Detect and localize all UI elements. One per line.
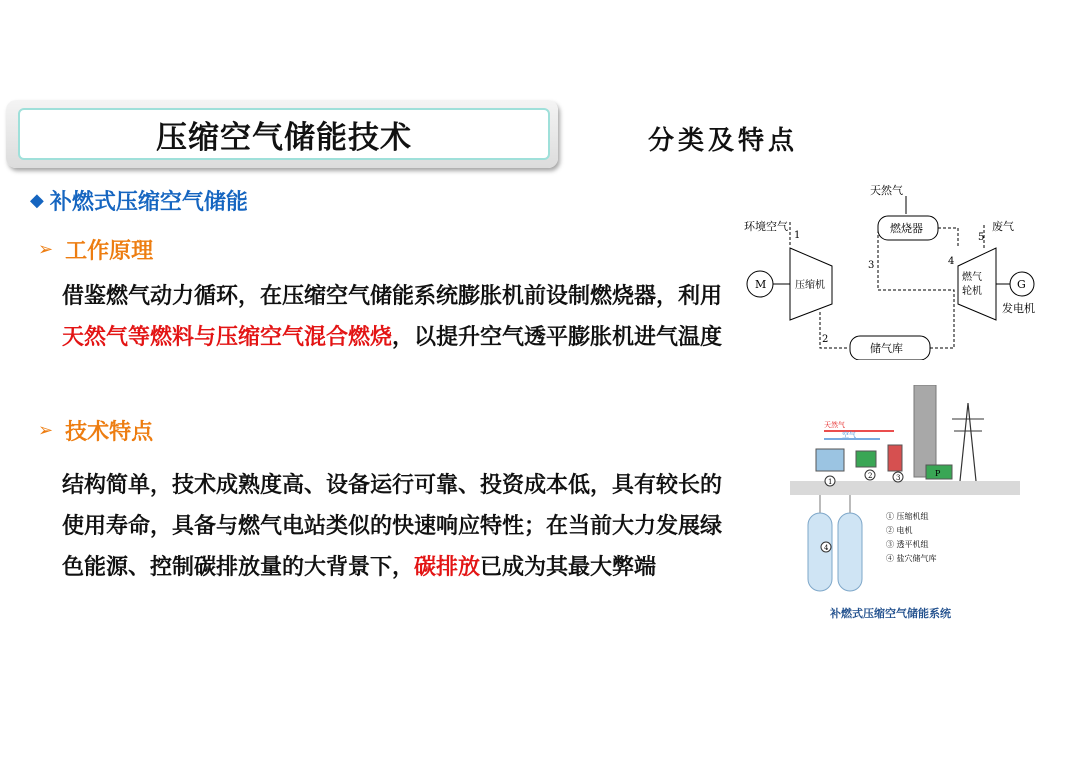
principle-text-part-1: 借鉴燃气动力循环，在压缩空气储能系统膨胀机前设制燃烧器，利用 xyxy=(62,284,723,309)
page-subtitle: 分类及特点 xyxy=(648,126,799,156)
flow-number-3: 3 xyxy=(868,260,875,271)
flow-number-1: 1 xyxy=(794,230,801,241)
marker-3-label: 3 xyxy=(896,474,901,482)
plant-illustration xyxy=(790,385,1020,625)
natural-gas-label: 天然气 xyxy=(870,184,903,197)
gas-pipe-label: 天然气 xyxy=(824,421,845,429)
legend-item-1: ① 压缩机组 xyxy=(886,512,929,521)
principle-heading-label: 工作原理 xyxy=(65,239,154,264)
power-tower xyxy=(960,403,976,481)
compressor-unit xyxy=(816,449,844,471)
compressor-label: 压缩机 xyxy=(795,280,825,291)
features-text-part-2: 已成为其最大弊端 xyxy=(480,555,657,580)
flow-number-5: 5 xyxy=(978,232,985,243)
features-highlight: 碳排放 xyxy=(414,555,481,580)
burner-turbine-line xyxy=(938,228,958,246)
storage-burner-line xyxy=(878,228,954,348)
flow-number-4: 4 xyxy=(948,256,955,267)
turbine-label-2: 轮机 xyxy=(962,286,982,297)
features-text-part-1: 结构简单，技术成熟度高、设备运行可靠、投资成本低，具有较长的使用寿命，具备与燃气电站类似的快速响应特性；在当前大力发展绿色能源、控制碳排放量的大背景下， xyxy=(62,473,723,580)
generator-label: 发电机 xyxy=(1002,302,1035,315)
ambient-air-label: 环境空气 xyxy=(744,220,788,233)
diamond-bullet-icon: ◆ xyxy=(30,190,44,211)
exhaust-label: 废气 xyxy=(992,220,1014,233)
marker-2-label: 2 xyxy=(868,472,873,480)
features-text xyxy=(62,465,732,588)
chimney xyxy=(914,385,936,477)
transformer-label: P xyxy=(935,469,941,478)
turbine-label-1: 燃气 xyxy=(962,272,982,283)
air-pipe-label: 空气 xyxy=(842,431,856,439)
legend-item-3: ③ 透平机组 xyxy=(886,540,929,549)
generator-symbol: G xyxy=(1017,278,1026,291)
ground-surface xyxy=(790,481,1020,495)
flow-number-2: 2 xyxy=(822,334,829,345)
principle-text-part-2: ，以提升空气透平膨胀机进气温度 xyxy=(392,325,723,350)
motor-symbol: M xyxy=(755,278,767,291)
principle-text xyxy=(62,276,732,358)
turbine-shape xyxy=(958,248,996,320)
features-heading xyxy=(38,415,153,446)
burner-label: 燃烧器 xyxy=(890,222,923,235)
turbine-unit xyxy=(888,445,902,471)
plant-caption: 补燃式压缩空气储能系统 xyxy=(830,607,951,620)
section-title: 补燃式压缩空气储能 xyxy=(49,190,248,215)
cycle-schematic xyxy=(744,180,1050,360)
salt-cavern-2 xyxy=(838,513,862,591)
salt-cavern-1 xyxy=(808,513,832,591)
principle-highlight: 天然气等燃料与压缩空气混合燃烧 xyxy=(62,325,393,350)
marker-1-label: 1 xyxy=(828,478,833,486)
motor-unit xyxy=(856,451,876,467)
marker-4-label: 4 xyxy=(824,544,829,552)
principle-heading xyxy=(38,234,153,265)
section-heading xyxy=(30,185,248,216)
arrow-bullet-icon: ➢ xyxy=(38,420,54,441)
legend-item-2: ② 电机 xyxy=(886,526,913,535)
features-heading-label: 技术特点 xyxy=(65,420,154,445)
legend-item-4: ④ 盐穴储气库 xyxy=(886,554,937,563)
page-title: 压缩空气储能技术 xyxy=(18,108,550,160)
arrow-bullet-icon: ➢ xyxy=(38,239,54,260)
storage-label: 储气库 xyxy=(870,342,903,355)
